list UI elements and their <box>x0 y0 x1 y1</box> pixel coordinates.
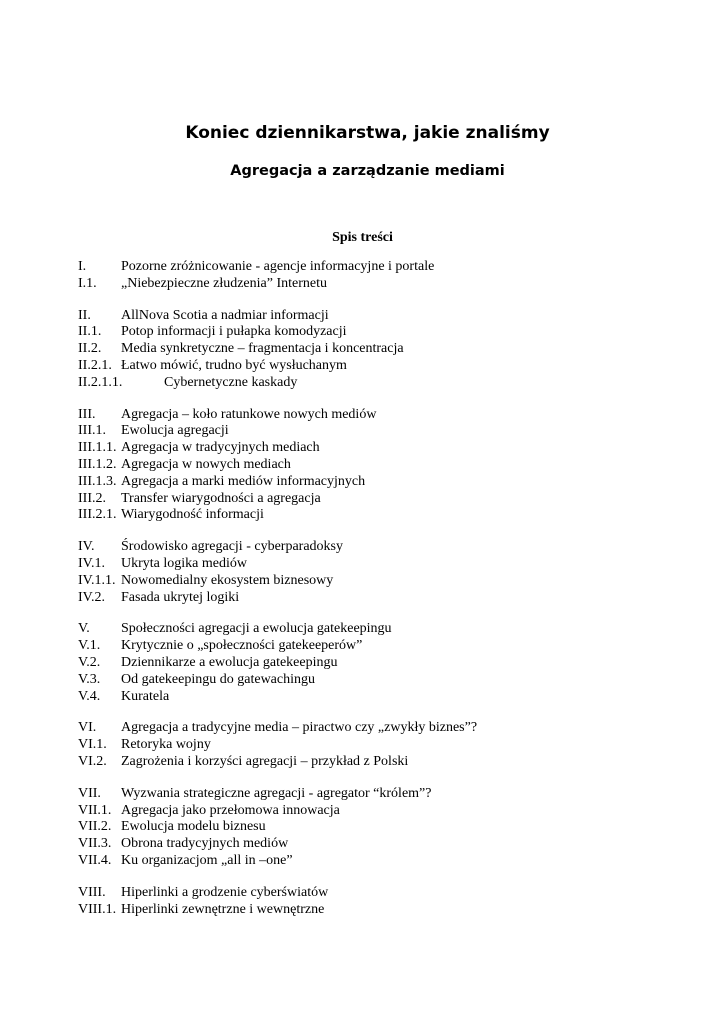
toc-entry-number: III.1. <box>78 423 106 439</box>
toc-entry <box>78 423 678 440</box>
toc-entry-number: V. <box>78 621 90 637</box>
toc-entry-title: Ewolucja agregacji <box>121 423 229 439</box>
toc-entry <box>78 457 678 474</box>
toc-entry-title: Agregacja w nowych mediach <box>121 456 291 472</box>
toc-entry-title: Środowisko agregacji - cyberparadoksy <box>121 539 343 555</box>
toc-entry-number: VII.1. <box>78 802 112 818</box>
toc-entry-number: III.2.1. <box>78 507 117 523</box>
toc-entry-number: III. <box>78 406 96 422</box>
toc-entry <box>78 819 678 836</box>
toc-entry <box>78 786 678 803</box>
toc-entry-title: Wiarygodność informacji <box>121 507 264 523</box>
toc-entry-title: Nowomedialny ekosystem biznesowy <box>121 572 334 588</box>
toc-entry <box>78 573 678 590</box>
toc-entry <box>78 440 678 457</box>
document-title: Koniec dziennikarstwa, jakie znaliśmy <box>185 123 550 143</box>
table-of-contents <box>78 259 678 933</box>
toc-entry-number: I. <box>78 259 87 274</box>
toc-entry <box>78 638 678 655</box>
toc-entry-number: V.4. <box>78 688 101 704</box>
toc-entry <box>78 341 678 358</box>
toc-entry-number: VII.2. <box>78 819 112 835</box>
toc-entry <box>78 358 678 375</box>
toc-entry-title: Ku organizacjom „all in –one” <box>121 852 293 868</box>
toc-entry-title: Zagrożenia i korzyści agregacji – przykład z Polski <box>121 753 409 769</box>
toc-entry-number: IV.2. <box>78 589 105 605</box>
toc-entry-number: III.1.1. <box>78 440 117 456</box>
toc-entry-title: Agregacja w tradycyjnych mediach <box>121 440 320 456</box>
toc-entry-title: Hiperlinki a grodzenie cyberświatów <box>121 884 329 900</box>
document-subtitle: Agregacja a zarządzanie mediami <box>230 163 505 179</box>
toc-entry-title: Agregacja – koło ratunkowe nowych mediów <box>121 406 377 422</box>
toc-entry <box>78 754 678 771</box>
toc-entry <box>78 803 678 820</box>
toc-section <box>78 407 678 525</box>
toc-entry <box>78 308 678 325</box>
toc-entry-title: Wyzwania strategiczne agregacji - agregator “królem”? <box>121 785 432 801</box>
toc-entry-title: Ukryta logika mediów <box>121 555 247 571</box>
toc-entry <box>78 621 678 638</box>
toc-entry <box>78 672 678 689</box>
toc-entry <box>78 324 678 341</box>
toc-entry-number: VII. <box>78 785 101 801</box>
toc-section <box>78 786 678 870</box>
toc-entry-title: Dziennikarze a ewolucja gatekeepingu <box>121 654 338 670</box>
toc-entry-title: Krytycznie o „społeczności gatekeeperów” <box>121 638 363 654</box>
toc-entry-number: III.1.2. <box>78 456 117 472</box>
toc-entry <box>78 276 678 293</box>
toc-entry-number: IV. <box>78 539 95 555</box>
toc-entry <box>78 407 678 424</box>
toc-entry-title: Potop informacji i pułapka komodyzacji <box>121 324 347 340</box>
toc-heading: Spis treści <box>332 230 393 245</box>
toc-entry-title: Społeczności agregacji a ewolucja gatekeepingu <box>121 621 392 637</box>
toc-entry-number: V.1. <box>78 638 101 654</box>
toc-entry-title: Agregacja a marki mediów informacyjnych <box>121 473 366 489</box>
toc-entry-title: „Niebezpieczne złudzenia” Internetu <box>121 275 327 291</box>
toc-entry <box>78 720 678 737</box>
toc-entry-number: II.2. <box>78 341 102 357</box>
toc-entry-title: Retoryka wojny <box>121 737 211 753</box>
toc-entry <box>78 474 678 491</box>
toc-entry-number: VIII.1. <box>78 901 117 917</box>
toc-entry-number: II.2.1. <box>78 357 112 373</box>
toc-entry-title: Media synkretyczne – fragmentacja i koncentracja <box>121 341 404 357</box>
toc-section <box>78 308 678 392</box>
toc-entry <box>78 689 678 706</box>
toc-entry-title: Obrona tradycyjnych mediów <box>121 836 289 852</box>
toc-entry <box>78 590 678 607</box>
toc-entry <box>78 655 678 672</box>
toc-entry-title: Transfer wiarygodności a agregacja <box>121 490 321 506</box>
toc-entry <box>78 556 678 573</box>
toc-entry-number: VII.3. <box>78 836 112 852</box>
toc-section <box>78 259 678 293</box>
toc-entry-title: Ewolucja modelu biznesu <box>121 819 266 835</box>
toc-entry-number: III.2. <box>78 490 106 506</box>
toc-entry <box>78 737 678 754</box>
toc-entry <box>78 902 678 919</box>
toc-entry-title: Agregacja a tradycyjne media – piractwo czy „zwykły biznes”? <box>121 720 478 736</box>
toc-entry-title: Łatwo mówić, trudno być wysłuchanym <box>121 357 347 373</box>
toc-section <box>78 539 678 606</box>
toc-entry <box>78 259 678 276</box>
toc-entry-title: Kuratela <box>121 688 170 704</box>
toc-section <box>78 621 678 705</box>
toc-entry-title: Fasada ukrytej logiki <box>121 589 240 605</box>
toc-entry-number: VIII. <box>78 884 106 900</box>
toc-entry <box>78 885 678 902</box>
toc-entry-number: II.2.1.1. <box>78 374 123 390</box>
toc-entry-number: V.3. <box>78 671 101 687</box>
toc-entry <box>78 539 678 556</box>
toc-entry-number: IV.1. <box>78 555 105 571</box>
toc-entry-number: VII.4. <box>78 852 112 868</box>
toc-entry-number: II. <box>78 307 91 323</box>
toc-entry-title: AllNova Scotia a nadmiar informacji <box>121 307 329 323</box>
toc-entry-title: Cybernetyczne kaskady <box>164 374 298 390</box>
toc-entry-number: VI.1. <box>78 737 107 753</box>
toc-entry-title: Agregacja jako przełomowa innowacja <box>121 802 340 818</box>
toc-entry-title: Od gatekeepingu do gatewachingu <box>121 671 315 687</box>
toc-entry <box>78 375 678 392</box>
toc-section <box>78 885 678 919</box>
toc-entry <box>78 836 678 853</box>
toc-entry-number: III.1.3. <box>78 473 117 489</box>
toc-entry <box>78 853 678 870</box>
toc-entry-number: I.1. <box>78 275 97 291</box>
toc-section <box>78 720 678 770</box>
toc-entry-title: Hiperlinki zewnętrzne i wewnętrzne <box>121 901 325 917</box>
toc-entry <box>78 491 678 508</box>
toc-entry-number: VI.2. <box>78 753 107 769</box>
toc-entry-number: V.2. <box>78 654 101 670</box>
toc-entry-title: Pozorne zróżnicowanie - agencje informacyjne i portale <box>121 259 435 274</box>
toc-entry-number: VI. <box>78 720 97 736</box>
toc-entry-number: IV.1.1. <box>78 572 116 588</box>
toc-entry-number: II.1. <box>78 324 102 340</box>
toc-entry <box>78 507 678 524</box>
